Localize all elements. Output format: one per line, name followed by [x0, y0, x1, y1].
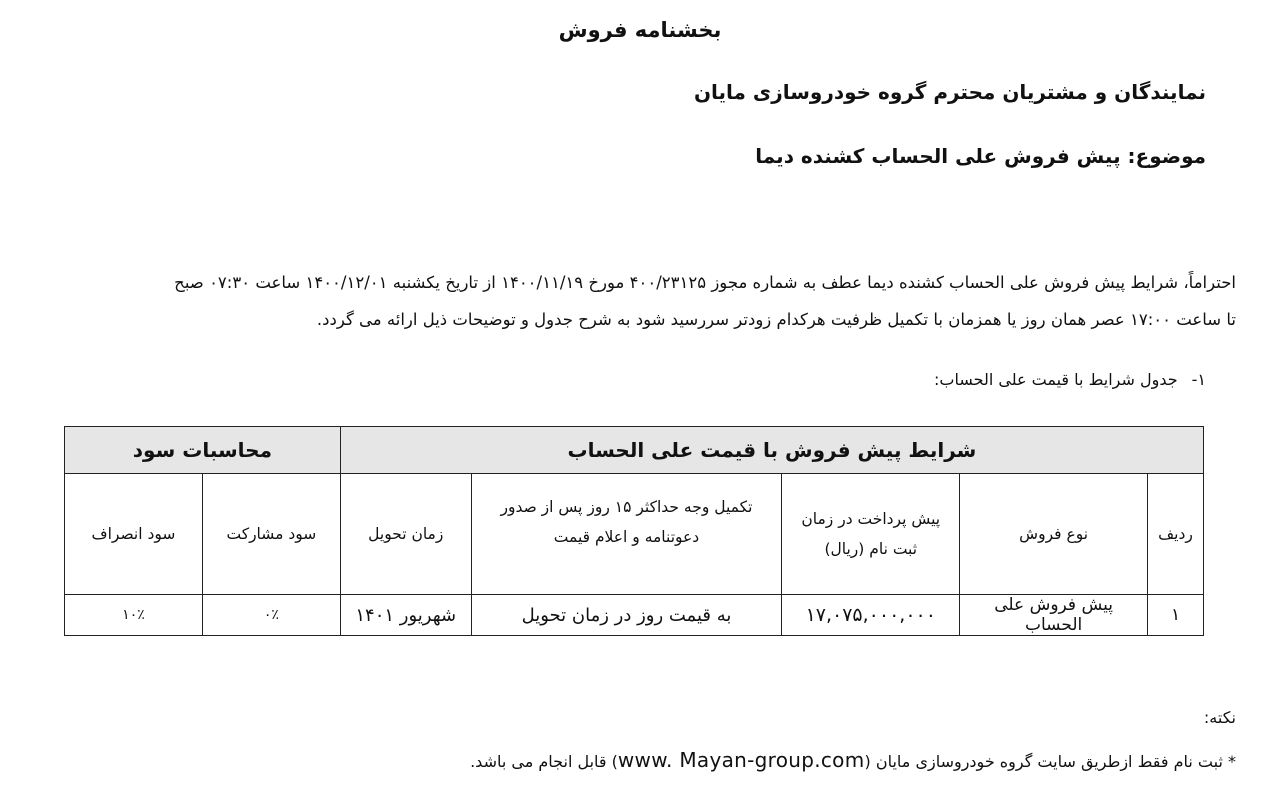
cell-row-no: ۱: [1148, 595, 1204, 636]
group-header-profit: محاسبات سود: [65, 427, 341, 474]
document-title: بخشنامه فروش: [558, 18, 722, 42]
col-header-prepayment: [782, 474, 960, 595]
cell-participation-profit: ۰٪: [202, 595, 340, 636]
note-text-after: ) قابل انجام می باشد.: [470, 752, 618, 771]
cell-prepayment: ۱۷,۰۷۵,۰۰۰,۰۰۰: [782, 595, 960, 636]
note-label: نکته:: [1203, 708, 1236, 727]
note-text: [470, 748, 1236, 772]
body-line-2: تا ساعت ۱۷:۰۰ عصر همان روز یا همزمان با تکمیل ظرفیت هرکدام زودتر سررسید شود به شرح جدول و توضیحات ذیل ارائه می گردد.: [316, 310, 1236, 329]
col-header-row-no: ردیف: [1148, 474, 1204, 595]
table-row: [65, 595, 1204, 636]
conditions-table: [64, 426, 1204, 636]
website-link[interactable]: www. Mayan-group.com: [617, 748, 865, 772]
col-header-cancellation-profit: سود انصراف: [65, 474, 203, 595]
col-header-prepayment-line1: پیش پرداخت در زمان: [801, 510, 941, 528]
col-header-completion-line2: دعوتنامه و اعلام قیمت: [553, 528, 700, 546]
group-header-conditions: شرایط پیش فروش با قیمت علی الحساب: [340, 427, 1203, 474]
col-header-participation-profit: سود مشارکت: [202, 474, 340, 595]
table-group-header-row: [65, 427, 1204, 474]
subject-heading: موضوع: پیش فروش علی الحساب کشنده دیما: [755, 144, 1206, 168]
body-line-1: احتراماً، شرایط پیش فروش علی الحساب کشنده دیما عطف به شماره مجوز ۴۰۰/۲۳۱۲۵ مورخ ۱۴۰۰/۱۱/۱۹ از تاریخ یکشنبه ۱۴۰۰/۱۲/۰۱ ساعت ۰۷:۳۰ صبح: [174, 273, 1236, 292]
section-item-number: ۱-: [1191, 370, 1206, 389]
note-text-before: * ثبت نام فقط ازطریق سایت گروه خودروسازی مایان (: [864, 752, 1236, 771]
cell-sale-type: پیش فروش علی الحساب: [960, 595, 1148, 636]
col-header-sale-type: نوع فروش: [960, 474, 1148, 595]
col-header-completion: [471, 474, 782, 595]
cell-cancellation-profit: ۱۰٪: [65, 595, 203, 636]
table-column-header-row: [65, 474, 1204, 595]
col-header-prepayment-line2: ثبت نام (ریال): [824, 540, 918, 558]
cell-delivery-time: شهریور ۱۴۰۱: [340, 595, 471, 636]
body-paragraph: [86, 264, 1236, 338]
section-item-label: جدول شرایط با قیمت علی الحساب:: [934, 370, 1178, 389]
recipients-heading: نمایندگان و مشتریان محترم گروه خودروسازی مایان: [693, 80, 1206, 104]
cell-completion: به قیمت روز در زمان تحویل: [471, 595, 782, 636]
section-item: [934, 370, 1206, 389]
col-header-delivery-time: زمان تحویل: [340, 474, 471, 595]
col-header-completion-line1: تکمیل وجه حداکثر ۱۵ روز پس از صدور: [500, 498, 753, 516]
